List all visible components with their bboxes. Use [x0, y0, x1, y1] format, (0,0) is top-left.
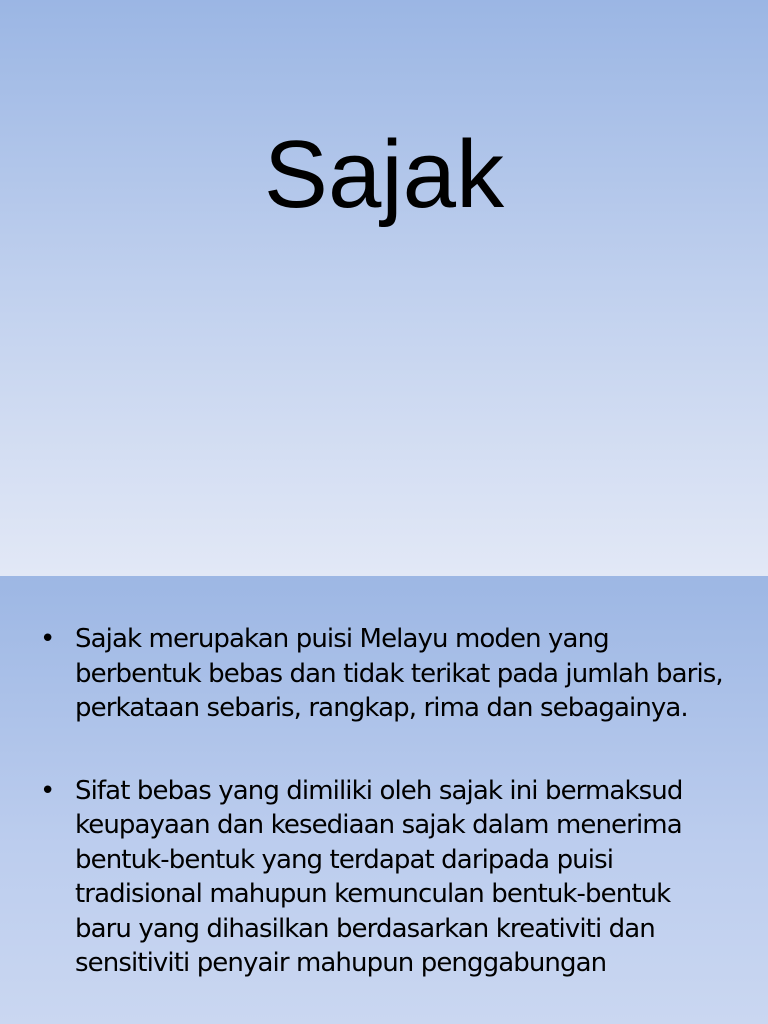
- content-slide: [0, 576, 768, 1024]
- bullet-text: Sajak merupakan puisi Melayu moden yang berbentuk bebas dan tidak terikat pada jumlah baris, perkataan sebaris, rangkap, rima dan sebagainya.: [75, 624, 723, 723]
- list-item: [40, 622, 730, 726]
- bullet-list: [40, 622, 730, 1024]
- bullet-text: Sifat bebas yang dimiliki oleh sajak ini bermaksud keupayaan dan kesediaan sajak dalam menerima bentuk-bentuk yang terdapat daripada puisi tradisional mahupun kemunculan bentuk-bentuk baru yang dihasilkan berdasarkan kreativiti dan sensitiviti penyair mahupun penggabungan: [75, 775, 683, 978]
- bullet-icon: •: [40, 624, 55, 654]
- slide-title: Sajak: [263, 121, 505, 228]
- bullet-icon: •: [40, 775, 55, 806]
- list-item: [40, 774, 730, 981]
